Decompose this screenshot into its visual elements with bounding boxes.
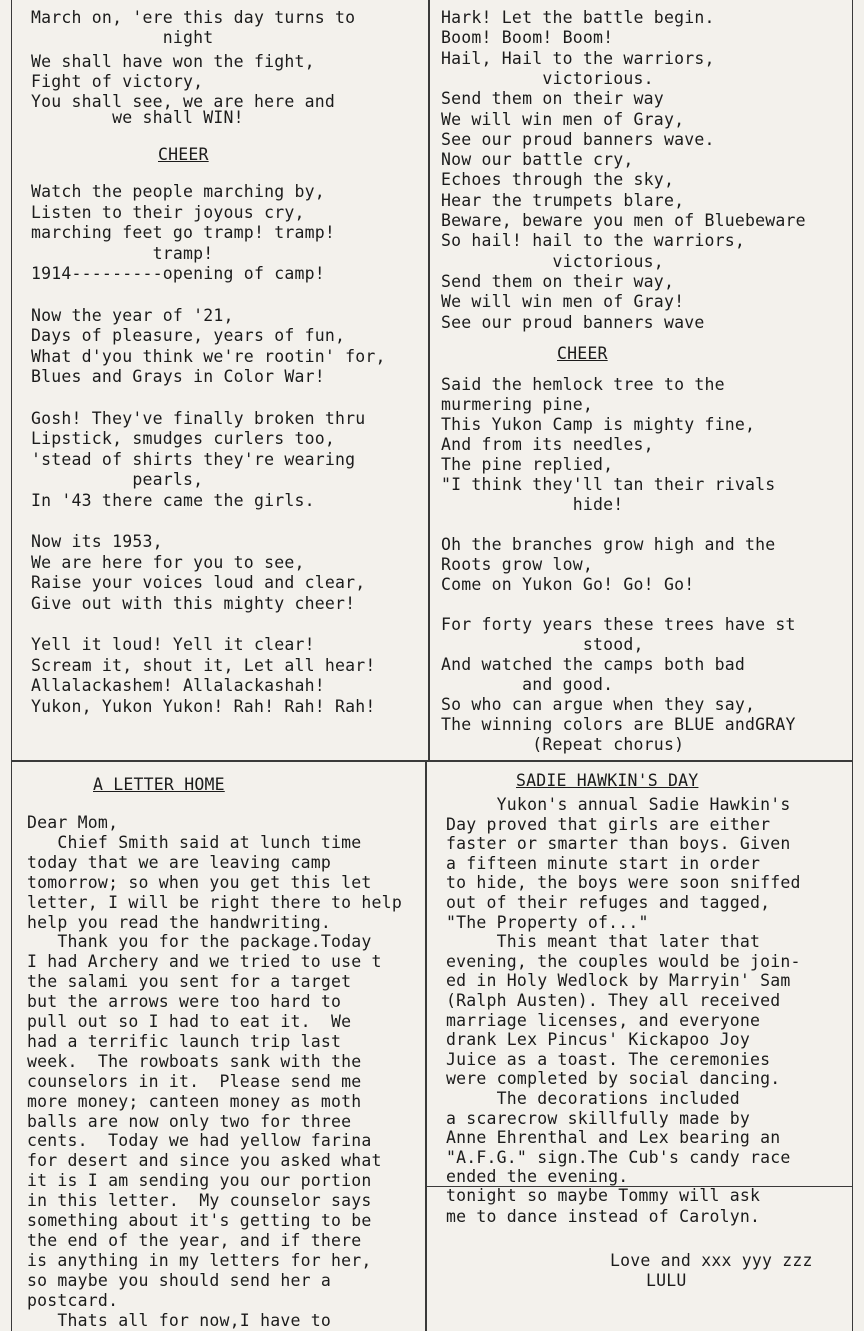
song-line: March on, 'ere this day turns to [31,8,356,27]
text-line: out of their refuges and tagged, [446,893,771,912]
text-line: Hark! Let the battle begin. [441,8,715,27]
cheer-heading: CHEER [158,145,209,164]
text-line: Blues and Grays in Color War! [31,367,325,387]
text-line: 'stead of shirts they're wearing [31,449,356,469]
cheer-heading: CHEER [557,344,608,363]
sadie-heading: SADIE HAWKIN'S DAY [516,771,699,790]
text-line: This meant that later that [446,932,761,952]
text-line: Days of pleasure, years of fun, [31,326,346,346]
text-line: So who can argue when they say, [441,695,756,714]
text-line: balls are now only two for three [27,1111,352,1131]
text-line: Said the hemlock tree to the [441,375,725,394]
text-line: And watched the camps both bad [441,655,746,674]
text-line: to hide, the boys were soon sniffed [446,873,801,893]
text-line: Now its 1953, [31,532,163,552]
text-line: tonight so maybe Tommy will ask [446,1186,761,1205]
text-line: Send them on their way [441,89,664,109]
text-line: Allalackashem! Allalackashah! [31,676,325,696]
text-line: so maybe you should send her a [27,1270,332,1290]
top-left-song [31,8,426,716]
text-line: The winning colors are BLUE andGRAY [441,715,796,734]
text-line: Juice as a toast. The ceremonies [446,1049,771,1069]
text-line: The decorations included [446,1089,740,1108]
text-line: week. The rowboats sank with the [27,1051,362,1071]
text-line: but the arrows were too hard to [27,992,342,1012]
text-line: is anything in my letters for her, [27,1250,372,1270]
letter-heading: A LETTER HOME [93,775,225,794]
text-line: ed in Holy Wedlock by Marryin' Sam [446,971,791,991]
text-line: a scarecrow skillfully made by [446,1108,751,1128]
text-line: Oh the branches grow high and the [441,535,776,554]
text-line: So hail! hail to the warriors, [441,231,746,251]
text-line: Yukon, Yukon Yukon! Rah! Rah! Rah! [31,697,376,716]
song-line: we shall WIN! [31,108,244,127]
text-line: something about it's getting to be [27,1211,372,1230]
text-line: me to dance instead of Carolyn. [446,1207,761,1226]
text-line: for desert and since you asked what [27,1151,382,1171]
text-line: Boom! Boom! Boom! [441,28,614,48]
text-line: Raise your voices loud and clear, [31,573,366,593]
letter-home-article [27,775,427,1330]
text-line: evening, the couples would be join- [446,951,801,971]
text-line: Hail, Hail to the warriors, [441,48,715,68]
text-line: marching feet go tramp! tramp! [31,223,336,243]
text-line: tomorrow; so when you get this let [27,872,372,892]
text-line: Dear Mom, [27,813,119,832]
text-line: Scream it, shout it, Let all hear! [31,655,376,675]
song-line: We shall have won the fight, [31,52,315,71]
text-line: Day proved that girls are either [446,814,771,834]
text-line: ended the evening. [446,1167,629,1187]
section-divider [11,760,853,762]
text-line: 1914---------opening of camp! [31,264,325,284]
text-line: Anne Ehrenthal and Lex bearing an [446,1128,781,1148]
text-line: the salami you sent for a target [27,972,352,992]
text-line: stood, [441,635,644,654]
sadie-hawkins-article [446,771,856,1326]
text-line: (Ralph Austen). They all received [446,991,781,1010]
text-line: We will win men of Gray! [441,292,685,312]
text-line: "The Property of..." [446,912,649,932]
text-line: Come on Yukon Go! Go! Go! [441,575,695,594]
text-line: "I think they'll tan their rivals [441,475,776,494]
text-line: cents. Today we had yellow farina [27,1131,372,1151]
text-line: The pine replied, [441,455,614,474]
text-line: drank Lex Pincus' Kickapoo Joy [446,1030,751,1050]
text-line: postcard. [27,1290,119,1310]
text-line: tramp! [31,243,214,263]
text-line: help you read the handwriting. [27,912,332,932]
text-line: in this letter. My counselor says [27,1191,372,1211]
text-line: In '43 there came the girls. [31,491,315,510]
letter-signoff: Love and xxx yyy zzz [610,1251,813,1270]
text-line: We will win men of Gray, [441,109,685,129]
text-line: Beware, beware you men of Bluebeware [441,211,806,230]
text-line: today that we are leaving camp [27,852,332,872]
text-line: the end of the year, and if there [27,1230,362,1250]
text-line: Now the year of '21, [31,305,234,325]
text-line: Gosh! They've finally broken thru [31,408,366,428]
song-line: night [31,28,214,47]
text-line: letter, I will be right there to help [27,892,402,912]
song-line: You shall see, we are here and [31,92,336,111]
text-line: "A.F.G." sign.The Cub's candy race [446,1147,791,1167]
song-line: Fight of victory, [31,72,204,91]
text-line: Send them on their way, [441,271,675,291]
left-margin-rule [11,0,12,1331]
text-line: Thank you for the package.Today [27,932,372,952]
text-line: murmering pine, [441,395,594,414]
text-line: Hear the trumpets blare, [441,190,685,210]
text-line: Watch the people marching by, [31,182,325,201]
text-line: a fifteen minute start in order [446,853,761,873]
text-line: hide! [441,495,624,514]
text-line: Listen to their joyous cry, [31,202,305,222]
text-line: pull out so I had to eat it. We [27,1012,352,1031]
text-line: For forty years these trees have st [441,615,796,634]
text-line: Yell it loud! Yell it clear! [31,635,315,655]
text-line: And from its needles, [441,435,654,454]
text-line: I had Archery and we tried to use t [27,952,382,972]
text-line: Chief Smith said at lunch time [27,832,362,852]
text-line: We are here for you to see, [31,552,305,572]
text-line: Now our battle cry, [441,150,634,170]
text-line: victorious. [441,68,654,88]
text-line: marriage licenses, and everyone [446,1010,761,1030]
text-line: victorious, [441,251,664,271]
text-line: Roots grow low, [441,555,594,574]
text-line: Lipstick, smudges curlers too, [31,429,336,449]
letter-signature: LULU [646,1271,687,1290]
column-divider-top [428,0,430,760]
text-line: This Yukon Camp is mighty fine, [441,415,756,434]
text-line: had a terrific launch trip last [27,1031,342,1051]
text-line: counselors in it. Please send me [27,1071,362,1091]
text-line: Yukon's annual Sadie Hawkin's [446,795,791,814]
text-line: Thats all for now,I have to [27,1310,332,1330]
text-line: it is I am sending you our portion [27,1171,372,1191]
text-line: See our proud banners wave. [441,129,715,149]
text-line: Echoes through the sky, [441,170,675,190]
top-right-song [441,8,861,758]
text-line: What d'you think we're rootin' for, [31,346,386,366]
text-line: (Repeat chorus) [441,735,685,754]
text-line: and good. [441,675,614,694]
text-line: more money; canteen money as moth [27,1091,362,1111]
text-line: See our proud banners wave [441,312,705,332]
text-line: were completed by social dancing. [446,1069,781,1089]
text-line: Give out with this mighty cheer! [31,594,356,613]
text-line: pearls, [31,470,204,490]
text-line: faster or smarter than boys. Given [446,834,791,854]
